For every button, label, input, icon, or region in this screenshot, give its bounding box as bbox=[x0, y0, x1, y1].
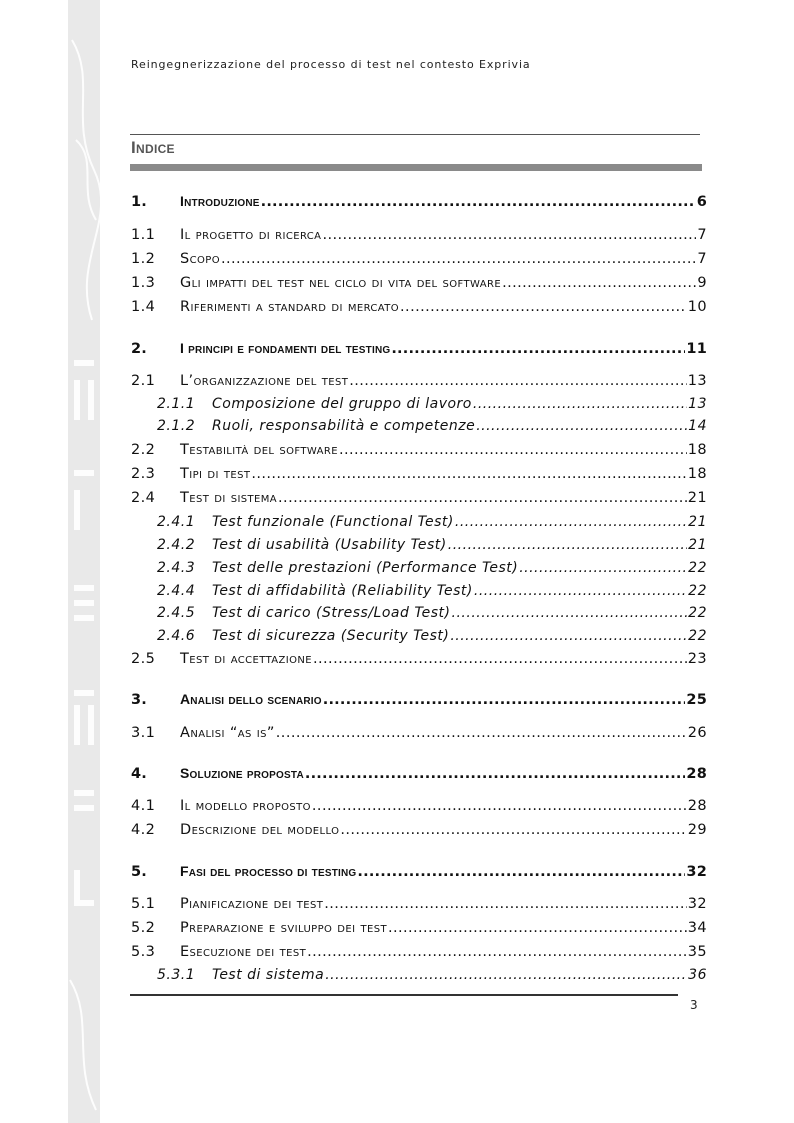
toc-entry-subsection[interactable] bbox=[157, 583, 707, 603]
toc-number: 1.2 bbox=[131, 251, 156, 267]
toc-leader bbox=[305, 766, 686, 782]
toc-number: 2.4.6 bbox=[157, 628, 196, 644]
toc-page: 36 bbox=[688, 967, 707, 983]
toc-leader bbox=[455, 514, 687, 530]
toc-entry-subsection[interactable] bbox=[157, 605, 707, 625]
toc-page: 14 bbox=[688, 418, 707, 434]
toc-title: Analisi “as is” bbox=[180, 725, 275, 741]
toc-page: 23 bbox=[687, 651, 707, 667]
toc-entry-subsection[interactable] bbox=[157, 396, 707, 416]
toc-entry-section[interactable] bbox=[131, 490, 707, 510]
toc-page: 26 bbox=[687, 725, 707, 741]
toc-entry-chapter[interactable] bbox=[131, 691, 707, 711]
toc-leader bbox=[322, 227, 696, 243]
toc-leader bbox=[261, 194, 696, 210]
toc-entry-section[interactable] bbox=[131, 251, 707, 271]
toc-leader bbox=[474, 583, 687, 599]
toc-leader bbox=[339, 442, 687, 458]
toc-number: 5.3 bbox=[131, 944, 156, 960]
toc-entry-subsection[interactable] bbox=[157, 560, 707, 580]
toc-title: Esecuzione dei test bbox=[180, 944, 307, 960]
toc-entry-section[interactable] bbox=[131, 651, 707, 671]
toc-page: 7 bbox=[697, 227, 707, 243]
toc-number: 2.4.1 bbox=[157, 514, 196, 530]
toc-page: 35 bbox=[687, 944, 707, 960]
toc-entry-subsection[interactable] bbox=[157, 537, 707, 557]
toc-entry-subsection[interactable] bbox=[157, 418, 707, 438]
toc-title: Il modello proposto bbox=[180, 798, 311, 814]
toc-leader bbox=[502, 275, 696, 291]
toc-entry-section[interactable] bbox=[131, 299, 707, 319]
toc-entry-subsection[interactable] bbox=[157, 628, 707, 648]
toc-title: Test di usabilità (Usability Test) bbox=[212, 537, 447, 553]
toc-title: Ruoli, responsabilità e competenze bbox=[212, 418, 476, 434]
toc-title: Test di sistema bbox=[212, 967, 325, 983]
toc-number: 2.1.1 bbox=[157, 396, 196, 412]
toc-entry-subsection[interactable] bbox=[157, 514, 707, 534]
toc-entry-chapter[interactable] bbox=[131, 765, 707, 785]
toc-page: 9 bbox=[697, 275, 707, 291]
toc-leader bbox=[473, 396, 687, 412]
toc-number: 5. bbox=[131, 864, 147, 880]
top-rule bbox=[130, 134, 700, 135]
toc-number: 2.2 bbox=[131, 442, 156, 458]
toc-number: 1.3 bbox=[131, 275, 156, 291]
toc-number: 3.1 bbox=[131, 725, 156, 741]
toc-number: 4.2 bbox=[131, 822, 156, 838]
toc-entry-section[interactable] bbox=[131, 896, 707, 916]
toc-title: I principi e fondamenti del testing bbox=[180, 340, 391, 356]
toc-leader bbox=[278, 490, 687, 506]
toc-number: 2.1.2 bbox=[157, 418, 196, 434]
toc-entry-chapter[interactable] bbox=[131, 863, 707, 883]
toc-page: 18 bbox=[687, 466, 707, 482]
toc-leader bbox=[400, 299, 687, 315]
toc-number: 1. bbox=[131, 194, 147, 210]
toc-leader bbox=[324, 896, 687, 912]
toc-leader bbox=[448, 537, 687, 553]
toc-leader bbox=[221, 251, 696, 267]
toc-title: Test delle prestazioni (Performance Test) bbox=[212, 560, 519, 576]
toc-page: 10 bbox=[687, 299, 707, 315]
toc-title: Test di sistema bbox=[180, 490, 278, 506]
toc-page: 25 bbox=[686, 692, 707, 708]
toc-page: 6 bbox=[696, 194, 707, 210]
index-title: Indice bbox=[131, 138, 175, 157]
serial-logo-watermark-icon bbox=[68, 0, 100, 1123]
toc-page: 32 bbox=[687, 896, 707, 912]
toc-number: 3. bbox=[131, 692, 147, 708]
toc-page: 13 bbox=[688, 396, 707, 412]
toc-title: Test di carico (Stress/Load Test) bbox=[212, 605, 451, 621]
toc-entry-section[interactable] bbox=[131, 275, 707, 295]
toc-leader bbox=[276, 725, 687, 741]
toc-page: 21 bbox=[688, 537, 707, 553]
toc-number: 1.1 bbox=[131, 227, 156, 243]
toc-leader bbox=[391, 341, 685, 357]
toc-number: 2.4 bbox=[131, 490, 156, 506]
toc-leader bbox=[357, 864, 685, 880]
toc-title: Preparazione e sviluppo dei test bbox=[180, 920, 387, 936]
toc-number: 4. bbox=[131, 766, 147, 782]
toc-page: 13 bbox=[687, 373, 707, 389]
toc-title: Composizione del gruppo di lavoro bbox=[212, 396, 472, 412]
toc-number: 2.5 bbox=[131, 651, 156, 667]
toc-title: Testabilità del software bbox=[180, 442, 338, 458]
toc-page: 28 bbox=[687, 798, 707, 814]
toc-title: Scopo bbox=[180, 251, 220, 267]
page-number: 3 bbox=[690, 998, 698, 1012]
toc-page: 22 bbox=[688, 605, 707, 621]
toc-title: Introduzione bbox=[180, 193, 260, 209]
toc-entry-subsection[interactable] bbox=[157, 967, 707, 987]
toc-page: 21 bbox=[687, 490, 707, 506]
toc-leader bbox=[313, 651, 687, 667]
toc-entry-section[interactable] bbox=[131, 466, 707, 486]
toc-leader bbox=[388, 920, 687, 936]
toc-title: Test di affidabilità (Reliability Test) bbox=[212, 583, 473, 599]
toc-entry-section[interactable] bbox=[131, 227, 707, 247]
toc-leader bbox=[323, 692, 686, 708]
toc-title: Test di accettazione bbox=[180, 651, 313, 667]
toc-title: Tipi di test bbox=[180, 466, 251, 482]
toc-leader bbox=[251, 466, 686, 482]
toc-page: 18 bbox=[687, 442, 707, 458]
toc-number: 2.3 bbox=[131, 466, 156, 482]
toc-page: 11 bbox=[686, 341, 707, 357]
title-underline-bar bbox=[130, 164, 702, 171]
toc-entry-section[interactable] bbox=[131, 944, 707, 964]
toc-number: 2.1 bbox=[131, 373, 156, 389]
toc-leader bbox=[349, 373, 687, 389]
toc-entry-section[interactable] bbox=[131, 798, 707, 818]
toc-entry-chapter[interactable] bbox=[131, 340, 707, 360]
toc-title: Riferimenti a standard di mercato bbox=[180, 299, 400, 315]
toc-leader bbox=[452, 605, 688, 621]
toc-entry-section[interactable] bbox=[131, 725, 707, 745]
toc-leader bbox=[312, 798, 687, 814]
toc-title: Test di sicurezza (Security Test) bbox=[212, 628, 450, 644]
toc-title: Analisi dello scenario bbox=[180, 691, 322, 707]
toc-number: 2.4.2 bbox=[157, 537, 196, 553]
toc-title: Pianificazione dei test bbox=[180, 896, 324, 912]
toc-page: 22 bbox=[688, 583, 707, 599]
toc-page: 21 bbox=[688, 514, 707, 530]
toc-number: 2. bbox=[131, 341, 147, 357]
toc-number: 5.3.1 bbox=[157, 967, 196, 983]
toc-leader bbox=[307, 944, 687, 960]
toc-leader bbox=[519, 560, 687, 576]
running-header: Reingegnerizzazione del processo di test nel contesto Exprivia bbox=[131, 58, 531, 71]
toc-number: 1.4 bbox=[131, 299, 156, 315]
side-watermark-band bbox=[68, 0, 100, 1123]
toc-title: Descrizione del modello bbox=[180, 822, 340, 838]
toc-title: L’organizzazione del test bbox=[180, 373, 349, 389]
toc-page: 34 bbox=[687, 920, 707, 936]
toc-entry-section[interactable] bbox=[131, 822, 707, 842]
toc-entry-chapter[interactable] bbox=[131, 193, 707, 213]
toc-leader bbox=[450, 628, 687, 644]
toc-leader bbox=[325, 967, 687, 983]
toc-number: 2.4.3 bbox=[157, 560, 196, 576]
toc-leader bbox=[340, 822, 686, 838]
toc-entry-section[interactable] bbox=[131, 373, 707, 393]
toc-number: 4.1 bbox=[131, 798, 156, 814]
toc-title: Soluzione proposta bbox=[180, 765, 304, 781]
toc-title: Test funzionale (Functional Test) bbox=[212, 514, 454, 530]
toc-title: Fasi del processo di testing bbox=[180, 863, 357, 879]
toc-title: Il progetto di ricerca bbox=[180, 227, 322, 243]
toc-page: 22 bbox=[688, 628, 707, 644]
toc-page: 22 bbox=[688, 560, 707, 576]
footer-rule bbox=[130, 994, 678, 996]
toc-number: 5.2 bbox=[131, 920, 156, 936]
toc-number: 2.4.4 bbox=[157, 583, 196, 599]
toc-page: 7 bbox=[697, 251, 707, 267]
toc-number: 5.1 bbox=[131, 896, 156, 912]
toc-page: 32 bbox=[686, 864, 707, 880]
toc-title: Gli impatti del test nel ciclo di vita del software bbox=[180, 275, 502, 291]
toc-page: 29 bbox=[687, 822, 707, 838]
toc-entry-section[interactable] bbox=[131, 442, 707, 462]
toc-entry-section[interactable] bbox=[131, 920, 707, 940]
toc-leader bbox=[476, 418, 687, 434]
toc-number: 2.4.5 bbox=[157, 605, 196, 621]
toc-page: 28 bbox=[686, 766, 707, 782]
